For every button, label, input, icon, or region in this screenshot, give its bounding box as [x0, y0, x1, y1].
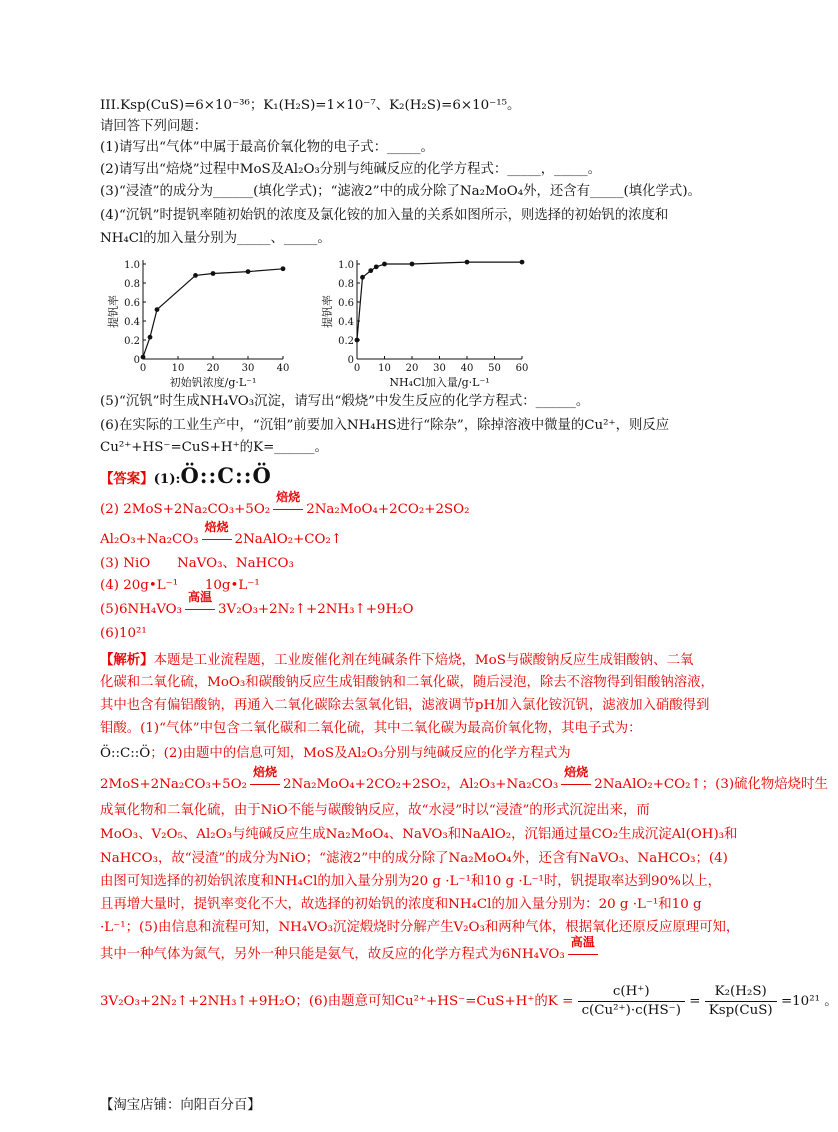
- chart-initial-vanadium: [107, 250, 310, 390]
- answer-5: [100, 590, 414, 620]
- q6-line-b: Cu²⁺+HS⁻=CuS+H⁺的K=______。: [100, 440, 328, 455]
- roast-arrow-2: [202, 520, 232, 550]
- analysis-p13: 其中一种气体为氮气，另外一种只能是氨气，故反应的化学方程式为6NH₄VO₃: [100, 947, 565, 962]
- roast-arrow: [273, 490, 303, 520]
- analysis-line-13: [100, 935, 601, 965]
- k-fraction-2: [705, 983, 777, 1020]
- frac1-num: c(H⁺): [578, 983, 685, 1002]
- analysis-line-10: 由图可知选择的初始钒浓度和NH₄Cl的加入量分别为20 g ·L⁻¹和10 g ·L⁻¹时，钒提取率达到90%以上，: [100, 874, 721, 889]
- data-point: [193, 273, 198, 278]
- answer-tag: 【答案】: [100, 471, 154, 487]
- answer-3: (3) NiO NaVO₃、NaHCO₃: [100, 556, 294, 571]
- answer-5-reactant: (5)6NH₄VO₃: [100, 602, 183, 617]
- analysis-line-5: [100, 744, 571, 764]
- data-point: [211, 271, 216, 276]
- analysis-line-7: 成氧化物和二氧化硫，由于NiO不能与碳酸钠反应，故“水浸”时以“浸渣”的形式沉淀出来，而: [100, 803, 650, 818]
- analysis-line-2: 化碳和二氧化硫，MoO₃和碳酸钠反应生成钼酸钠和二氧化碳，随后浸泡，除去不溶物得到钼酸钠溶液，: [100, 675, 714, 690]
- y-tick-label: 1.0: [338, 260, 354, 271]
- analysis-line-14: 3V₂O₃+2N₂↑+2NH₃↑+9H₂O；(6)由题意可知Cu²⁺+HS⁻=CuS+H⁺的K = $\frac{c(H^+)}{\text{c(Cu²⁺)·c(HS⁻)}}$ = $\frac{\text{K₂(H₂S)}}{\text{Ksp(CuS)}}$ =10²¹ 。: [100, 984, 838, 1018]
- analysis-line-8: MoO₃、V₂O₅、Al₂O₃与纯碱反应生成Na₂MoO₄、NaVO₃和NaAlO₂，沉铝通过量CO₂生成沉淀Al(OH)₃和: [100, 827, 738, 842]
- series-line: [357, 262, 522, 340]
- analysis-heat-cond: 高温: [570, 935, 595, 949]
- data-point: [368, 268, 373, 273]
- analysis-line-12: ·L⁻¹；(5)由信息和流程可知，NH₄VO₃沉淀煅烧时分解产生V₂O₃和两种气体，根据氧化还原反应原理可知，: [100, 920, 740, 935]
- heat-arrow: [185, 590, 215, 620]
- y-tick-label: 0.4: [124, 317, 140, 328]
- data-point: [520, 260, 525, 265]
- analysis-p6b: 2Na₂MoO₄+2CO₂+2SO₂，Al₂O₃+Na₂CO₃: [282, 777, 559, 792]
- answer-2-line1: [100, 490, 470, 520]
- y-tick-label: 0: [133, 355, 140, 366]
- x-tick-label: 30: [433, 363, 446, 374]
- chart-nh4cl-dosage: [315, 250, 540, 390]
- analysis-line-1: [100, 650, 693, 671]
- q3-line: (3)“浸渣”的成分为______(填化学式)；“滤液2”中的成分除了Na₂MoO₄外，还含有_____(填化学式)。: [100, 184, 701, 199]
- x-tick-label: 20: [206, 363, 220, 374]
- y-tick-label: 1.0: [124, 260, 140, 271]
- analysis-lewis: Ö::C::Ö: [100, 746, 151, 761]
- analysis-p1: 本题是工业流程题，工业废催化剂在纯碱条件下焙烧，MoS与碳酸钠反应生成钼酸钠、二氧: [153, 653, 694, 668]
- q1-line: (1)请写出“气体”中属于最高价氧化物的电子式：_____。: [100, 140, 434, 155]
- analysis-line-4: 钼酸。(1)“气体”中包含二氧化碳和二氧化硫，其中二氧化碳为最高价氧化物，其电子式为：: [100, 721, 642, 736]
- q2-line: (2)请写出“焙烧”过程中MoS及Al₂O₃分别与纯碱反应的化学方程式：_____，_____。: [100, 162, 601, 177]
- x-tick-label: 0: [139, 363, 147, 374]
- heat-cond: 高温: [188, 590, 213, 604]
- frac2-den: Ksp(CuS): [708, 1003, 773, 1018]
- data-point: [360, 275, 365, 280]
- answer-6: (6)10²¹: [100, 626, 147, 641]
- y-tick-label: 0.6: [124, 298, 140, 309]
- analysis-line-3: 其中也含有偏铝酸钠，再通入二氧化碳除去氢氧化铝，滤液调节pH加入氯化铵沉钒，滤液加入硝酸得到: [100, 698, 710, 713]
- analysis-roast-arrow: [250, 765, 280, 795]
- frac1-den: c(Cu²⁺)·c(HS⁻): [581, 1003, 681, 1018]
- analysis-p6c: 2NaAlO₂+CO₂↑；(3)硫化物焙烧时生: [594, 777, 828, 792]
- q6-line-a: (6)在实际的工业生产中，“沉钼”前要加入NH₄HS进行“除杂”，除掉溶液中微量的Cu²⁺，则反应: [100, 418, 670, 433]
- y-axis-label: 提钒率: [321, 295, 334, 328]
- analysis-heat-arrow: [568, 935, 598, 965]
- answer-1-prefix: (1):: [153, 471, 181, 487]
- y-tick-label: 0.2: [124, 336, 140, 347]
- roast-cond-2: 焙烧: [204, 520, 229, 534]
- analysis-roast-arrow-2: [561, 765, 591, 795]
- frac2-num: K₂(H₂S): [705, 983, 777, 1002]
- x-axis-label: 初始钒浓度/g·L⁻¹: [169, 376, 257, 389]
- data-point: [465, 260, 470, 265]
- analysis-tag: 【解析】: [100, 652, 154, 668]
- y-tick-label: 0.6: [338, 298, 354, 309]
- answer-4: (4) 20g•L⁻¹ 10g•L⁻¹: [100, 578, 260, 593]
- data-point: [155, 307, 160, 312]
- analysis-p5: ；(2)由题中的信息可知，MoS及Al₂O₃分别与纯碱反应的化学方程式为: [150, 746, 571, 761]
- x-tick-label: 10: [171, 363, 185, 374]
- series-line: [143, 269, 283, 357]
- footer-shop: 【淘宝店铺：向阳百分百】: [100, 1098, 261, 1113]
- x-tick-label: 0: [353, 363, 361, 374]
- answer-2-reactants: (2) 2MoS+2Na₂CO₃+5O₂: [100, 502, 271, 517]
- analysis-roast-cond-2: 焙烧: [564, 765, 589, 779]
- q4-line-b: NH₄Cl的加入量分别为_____、_____。: [100, 231, 331, 246]
- x-tick-label: 10: [378, 363, 391, 374]
- analysis-p6a: 2MoS+2Na₂CO₃+5O₂: [100, 777, 247, 792]
- y-axis-label: 提钒率: [107, 295, 120, 328]
- y-tick-label: 0: [347, 355, 354, 366]
- analysis-line-6: [100, 765, 828, 795]
- data-point: [281, 266, 286, 271]
- y-tick-label: 0.8: [338, 279, 354, 290]
- answer-2-products: 2Na₂MoO₄+2CO₂+2SO₂: [306, 502, 470, 517]
- x-tick-label: 40: [460, 363, 474, 374]
- x-tick-label: 20: [405, 363, 419, 374]
- q-ask: 请回答下列问题：: [100, 119, 208, 134]
- roast-cond: 焙烧: [276, 490, 301, 504]
- answer-2b-reactants: Al₂O₃+Na₂CO₃: [100, 532, 199, 547]
- y-tick-label: 0.8: [124, 279, 140, 290]
- answer-1: [100, 462, 272, 493]
- data-point: [410, 262, 415, 267]
- answer-2b-products: 2NaAlO₂+CO₂↑: [234, 532, 343, 547]
- answer-2-line2: [100, 520, 343, 550]
- q-ksp-line: III.Ksp(CuS)=6×10⁻³⁶；K₁(H₂S)=1×10⁻⁷、K₂(H₂S)=6×10⁻¹⁵。: [100, 98, 521, 113]
- y-tick-label: 0.2: [338, 336, 354, 347]
- data-point: [246, 269, 251, 274]
- k-result: =10²¹ 。: [780, 994, 838, 1009]
- k-fraction-1: [578, 983, 685, 1020]
- data-point: [374, 264, 379, 269]
- analysis-p14: 3V₂O₃+2N₂↑+2NH₃↑+9H₂O；(6)由题意可知Cu²⁺+HS⁻=CuS+H⁺的K =: [100, 994, 574, 1009]
- x-tick-label: 40: [276, 363, 290, 374]
- answer-1-lewis: Ö::C::Ö: [180, 463, 272, 488]
- analysis-line-9: NaHCO₃，故“浸渣”的成分为NiO；“滤液2”中的成分除了Na₂MoO₄外，还含有NaVO₃、NaHCO₃；(4): [100, 851, 728, 866]
- analysis-roast-cond: 焙烧: [252, 765, 277, 779]
- y-tick-label: 0.4: [338, 317, 354, 328]
- data-point: [141, 355, 146, 360]
- data-point: [355, 338, 360, 343]
- q5-line: (5)“沉钒”时生成NH₄VO₃沉淀，请写出“煅烧”中发生反应的化学方程式：______。: [100, 394, 590, 409]
- x-axis-label: NH₄Cl加入量/g·L⁻¹: [389, 376, 490, 389]
- answer-5-products: 3V₂O₃+2N₂↑+2NH₃↑+9H₂O: [218, 602, 414, 617]
- x-tick-label: 60: [515, 363, 529, 374]
- x-tick-label: 50: [488, 363, 501, 374]
- analysis-line-11: 且再增大量时，提钒率变化不大，故选择的初始钒的浓度和NH₄Cl的加入量分别为：20 g ·L⁻¹和10 g: [100, 897, 702, 912]
- data-point: [148, 335, 153, 340]
- data-point: [382, 262, 387, 267]
- q4-line-a: (4)“沉钒”时提钒率随初始钒的浓度及氯化铵的加入量的关系如图所示，则选择的初始钒的浓度和: [100, 208, 669, 223]
- x-tick-label: 30: [241, 363, 255, 374]
